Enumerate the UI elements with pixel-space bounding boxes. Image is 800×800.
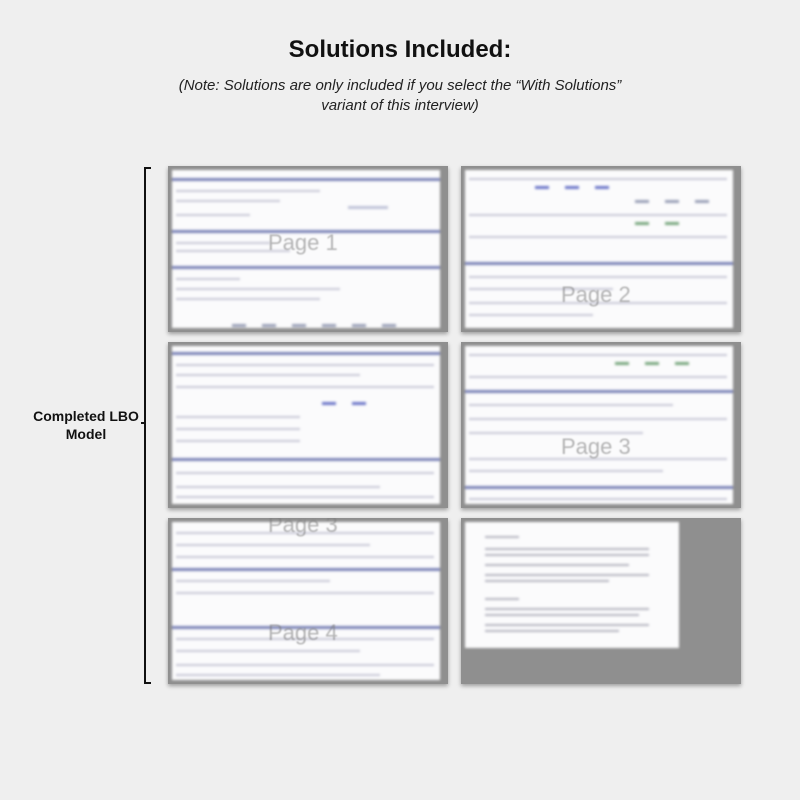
- lbo-model-page-thumbnail: [461, 166, 741, 332]
- lbo-model-page-thumbnail: [461, 518, 741, 684]
- bracket-icon: [140, 167, 152, 684]
- page-watermark: Page 3: [268, 518, 338, 537]
- page-title: Solutions Included:: [288, 36, 512, 63]
- page-watermark: Page 4: [268, 620, 338, 645]
- lbo-model-page-thumbnail: [168, 166, 448, 332]
- lbo-model-page-thumbnail: [461, 342, 741, 508]
- spreadsheet-preview: [172, 522, 440, 680]
- spreadsheet-preview: [172, 346, 440, 504]
- completed-lbo-model-label: Completed LBO Model: [33, 408, 139, 442]
- lbo-model-page-thumbnail: [168, 518, 448, 684]
- variant-note: (Note: Solutions are only included if you select the “With Solutions” variant of this interview): [178, 77, 622, 114]
- page-watermark: Page 2: [561, 282, 631, 307]
- lbo-model-page-thumbnail: [168, 342, 448, 508]
- document-preview: [465, 522, 679, 648]
- page-watermark: Page 1: [268, 230, 338, 255]
- spreadsheet-preview: [465, 346, 733, 504]
- page-watermark: Page 3: [561, 434, 631, 459]
